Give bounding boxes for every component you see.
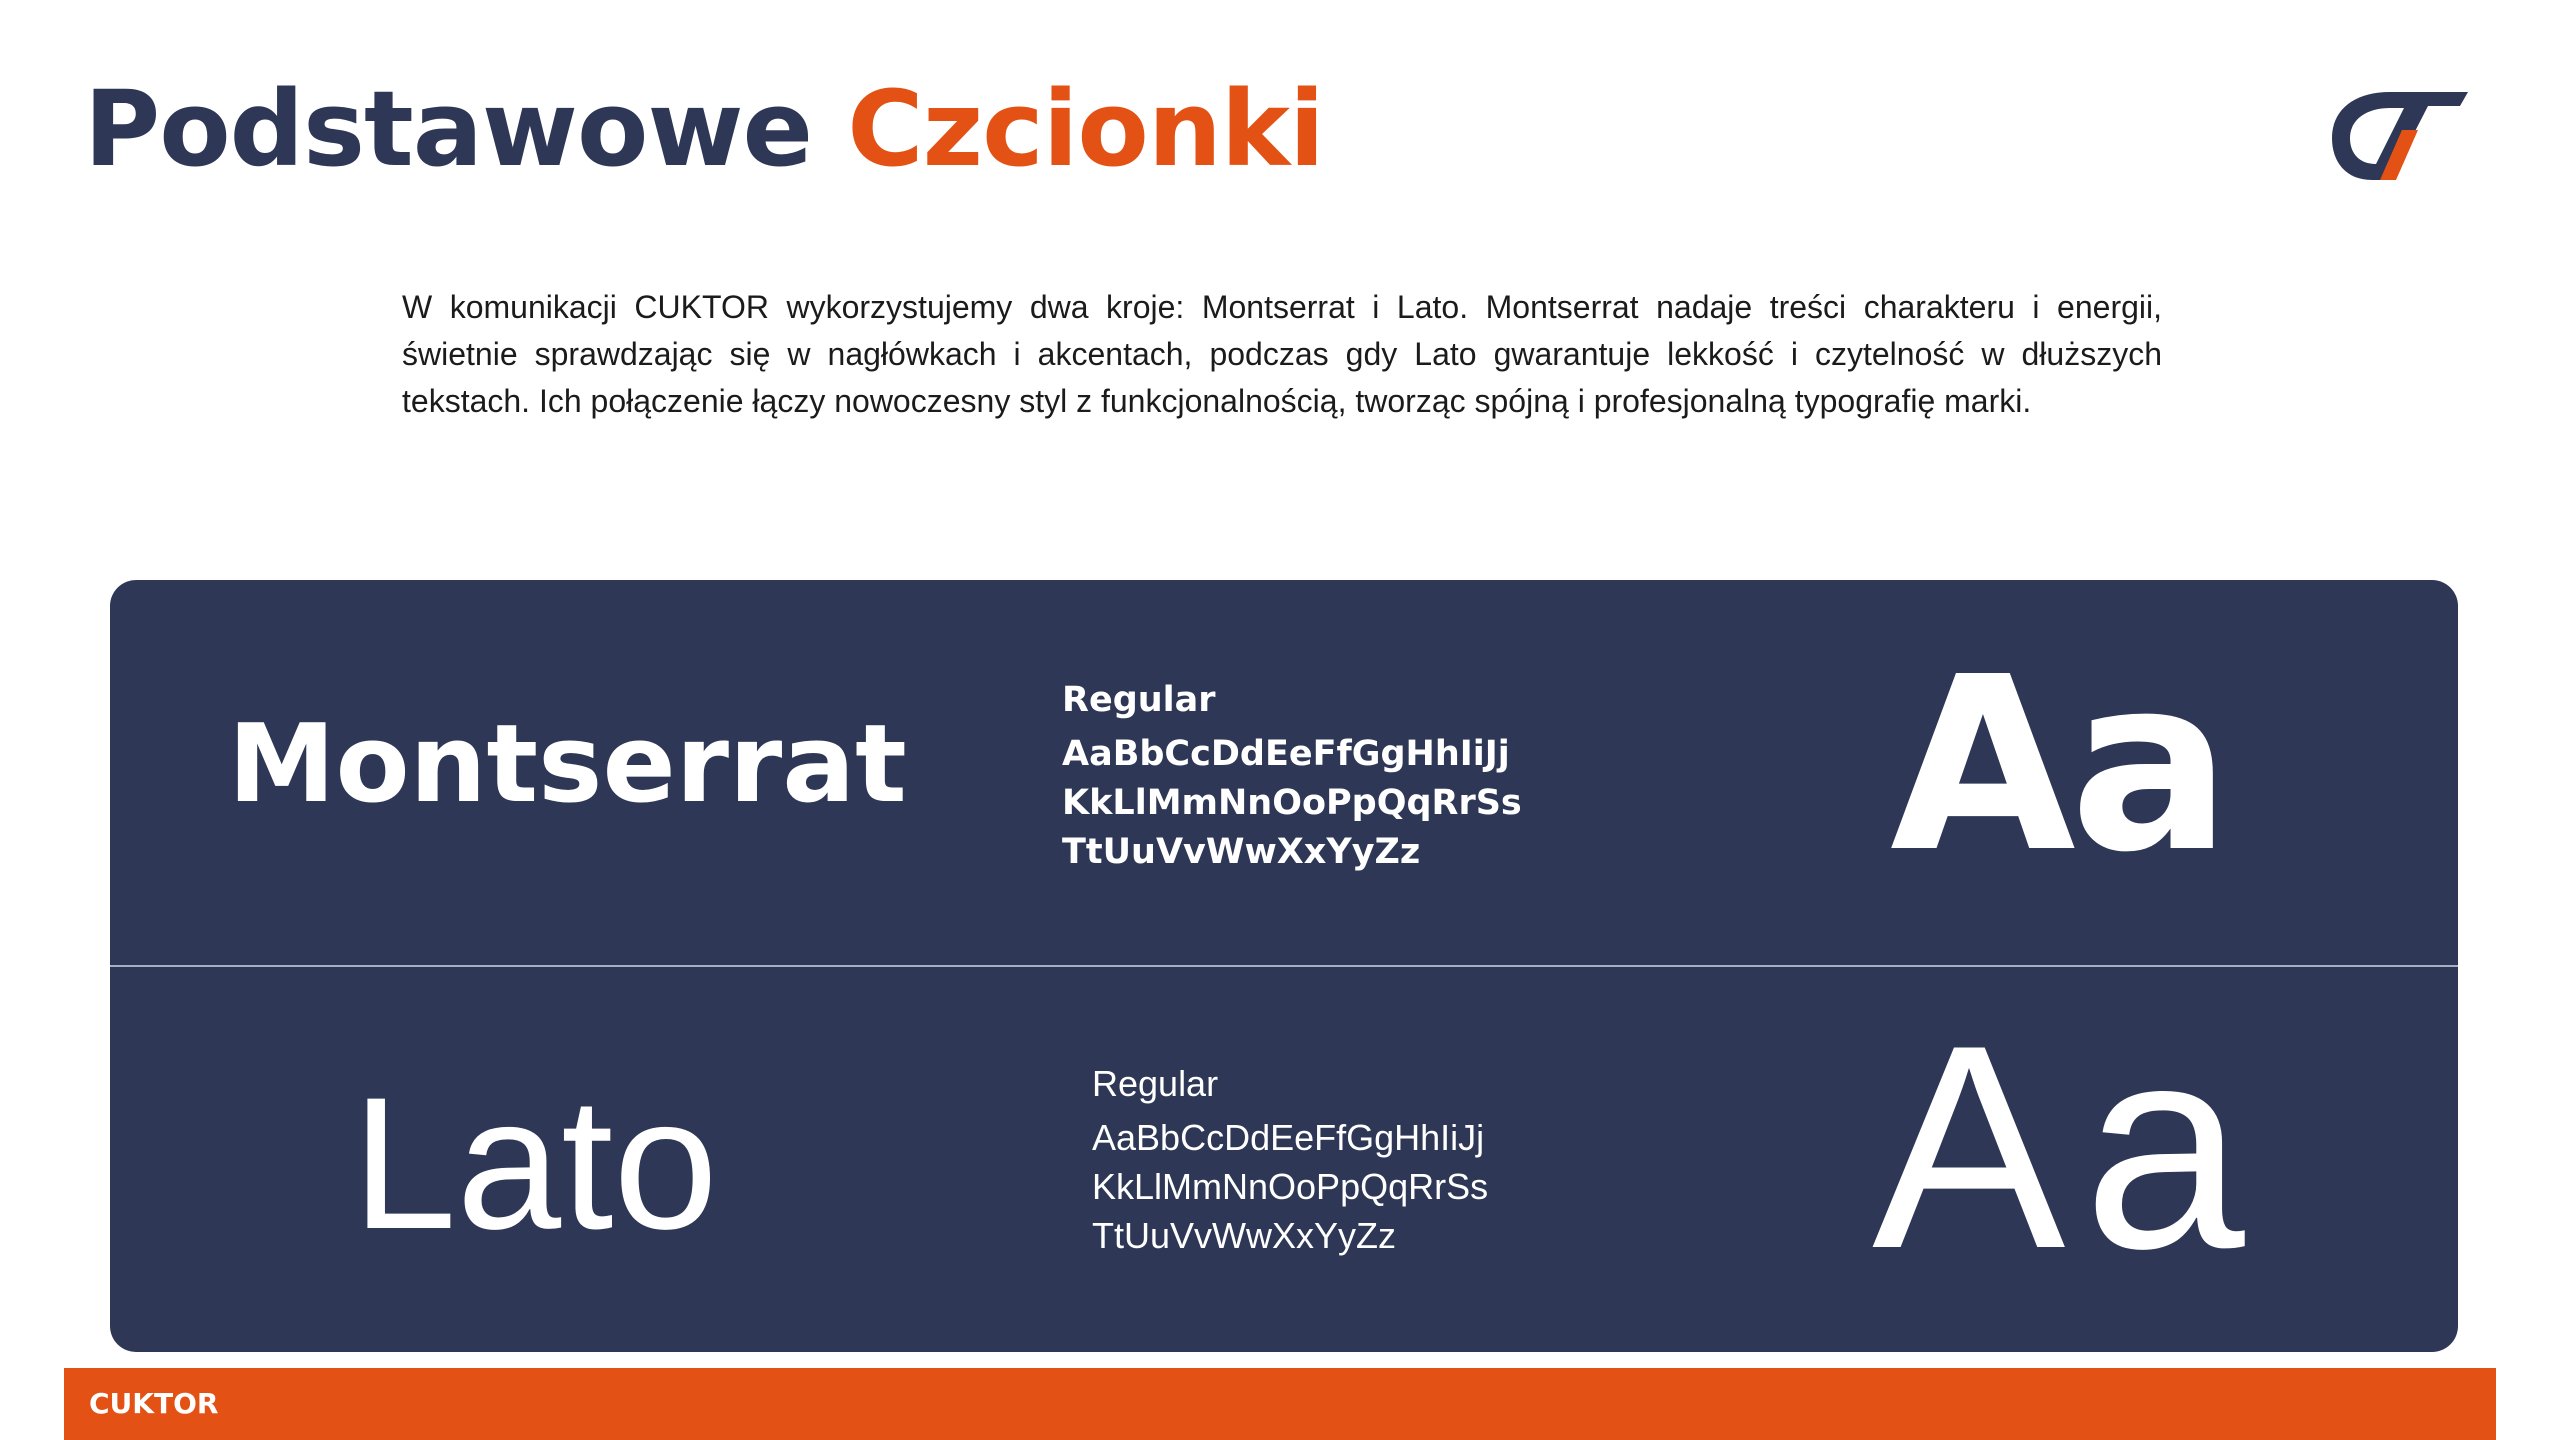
alphabet-line: TtUuVvWwXxYyZz [1092, 1215, 1397, 1256]
font-weight-label: Regular [1092, 1063, 1219, 1104]
font-specimen-glyphs: Aa [1890, 625, 2226, 905]
page-title-accent: Czcionki [847, 68, 1324, 190]
font-sample [1062, 676, 1522, 877]
font-specimen-panel [110, 580, 2458, 1352]
font-specimen-glyphs: Aa [1872, 985, 2263, 1309]
alphabet-line: AaBbCcDdEeFfGgHhIiJj [1092, 1117, 1485, 1158]
alphabet-line: AaBbCcDdEeFfGgHhIiJj [1062, 734, 1510, 774]
font-row-montserrat [110, 580, 2458, 965]
cuktor-logo-icon [2332, 86, 2468, 186]
alphabet-line: KkLlMmNnOoPpQqRrSs [1062, 783, 1522, 823]
font-weight-label: Regular [1062, 680, 1216, 720]
font-name: Lato [352, 1058, 718, 1268]
alphabet-line: KkLlMmNnOoPpQqRrSs [1092, 1166, 1489, 1207]
footer-brand: CUKTOR [89, 1387, 219, 1420]
font-sample [1092, 1059, 1488, 1260]
font-name: Montserrat [228, 702, 907, 827]
font-row-lato [110, 967, 2458, 1352]
footer-bar [64, 1368, 2496, 1440]
intro-paragraph: W komunikacji CUKTOR wykorzystujemy dwa kroje: Montserrat i Lato. Montserrat nadaje treści charakteru i energii, świetnie sprawdzając się w nagłówkach i akcentach, podczas gdy Lato gwarantuje lekkość i czytelność w dłuższych tekstach. Ich połączenie łączy nowoczesny styl z funkcjonalnością, tworząc spójną i profesjonalną typografię marki. [402, 289, 2162, 419]
page-title-primary: Podstawowe [84, 68, 813, 190]
alphabet-line: TtUuVvWwXxYyZz [1062, 832, 1421, 872]
page-title [84, 64, 1324, 194]
